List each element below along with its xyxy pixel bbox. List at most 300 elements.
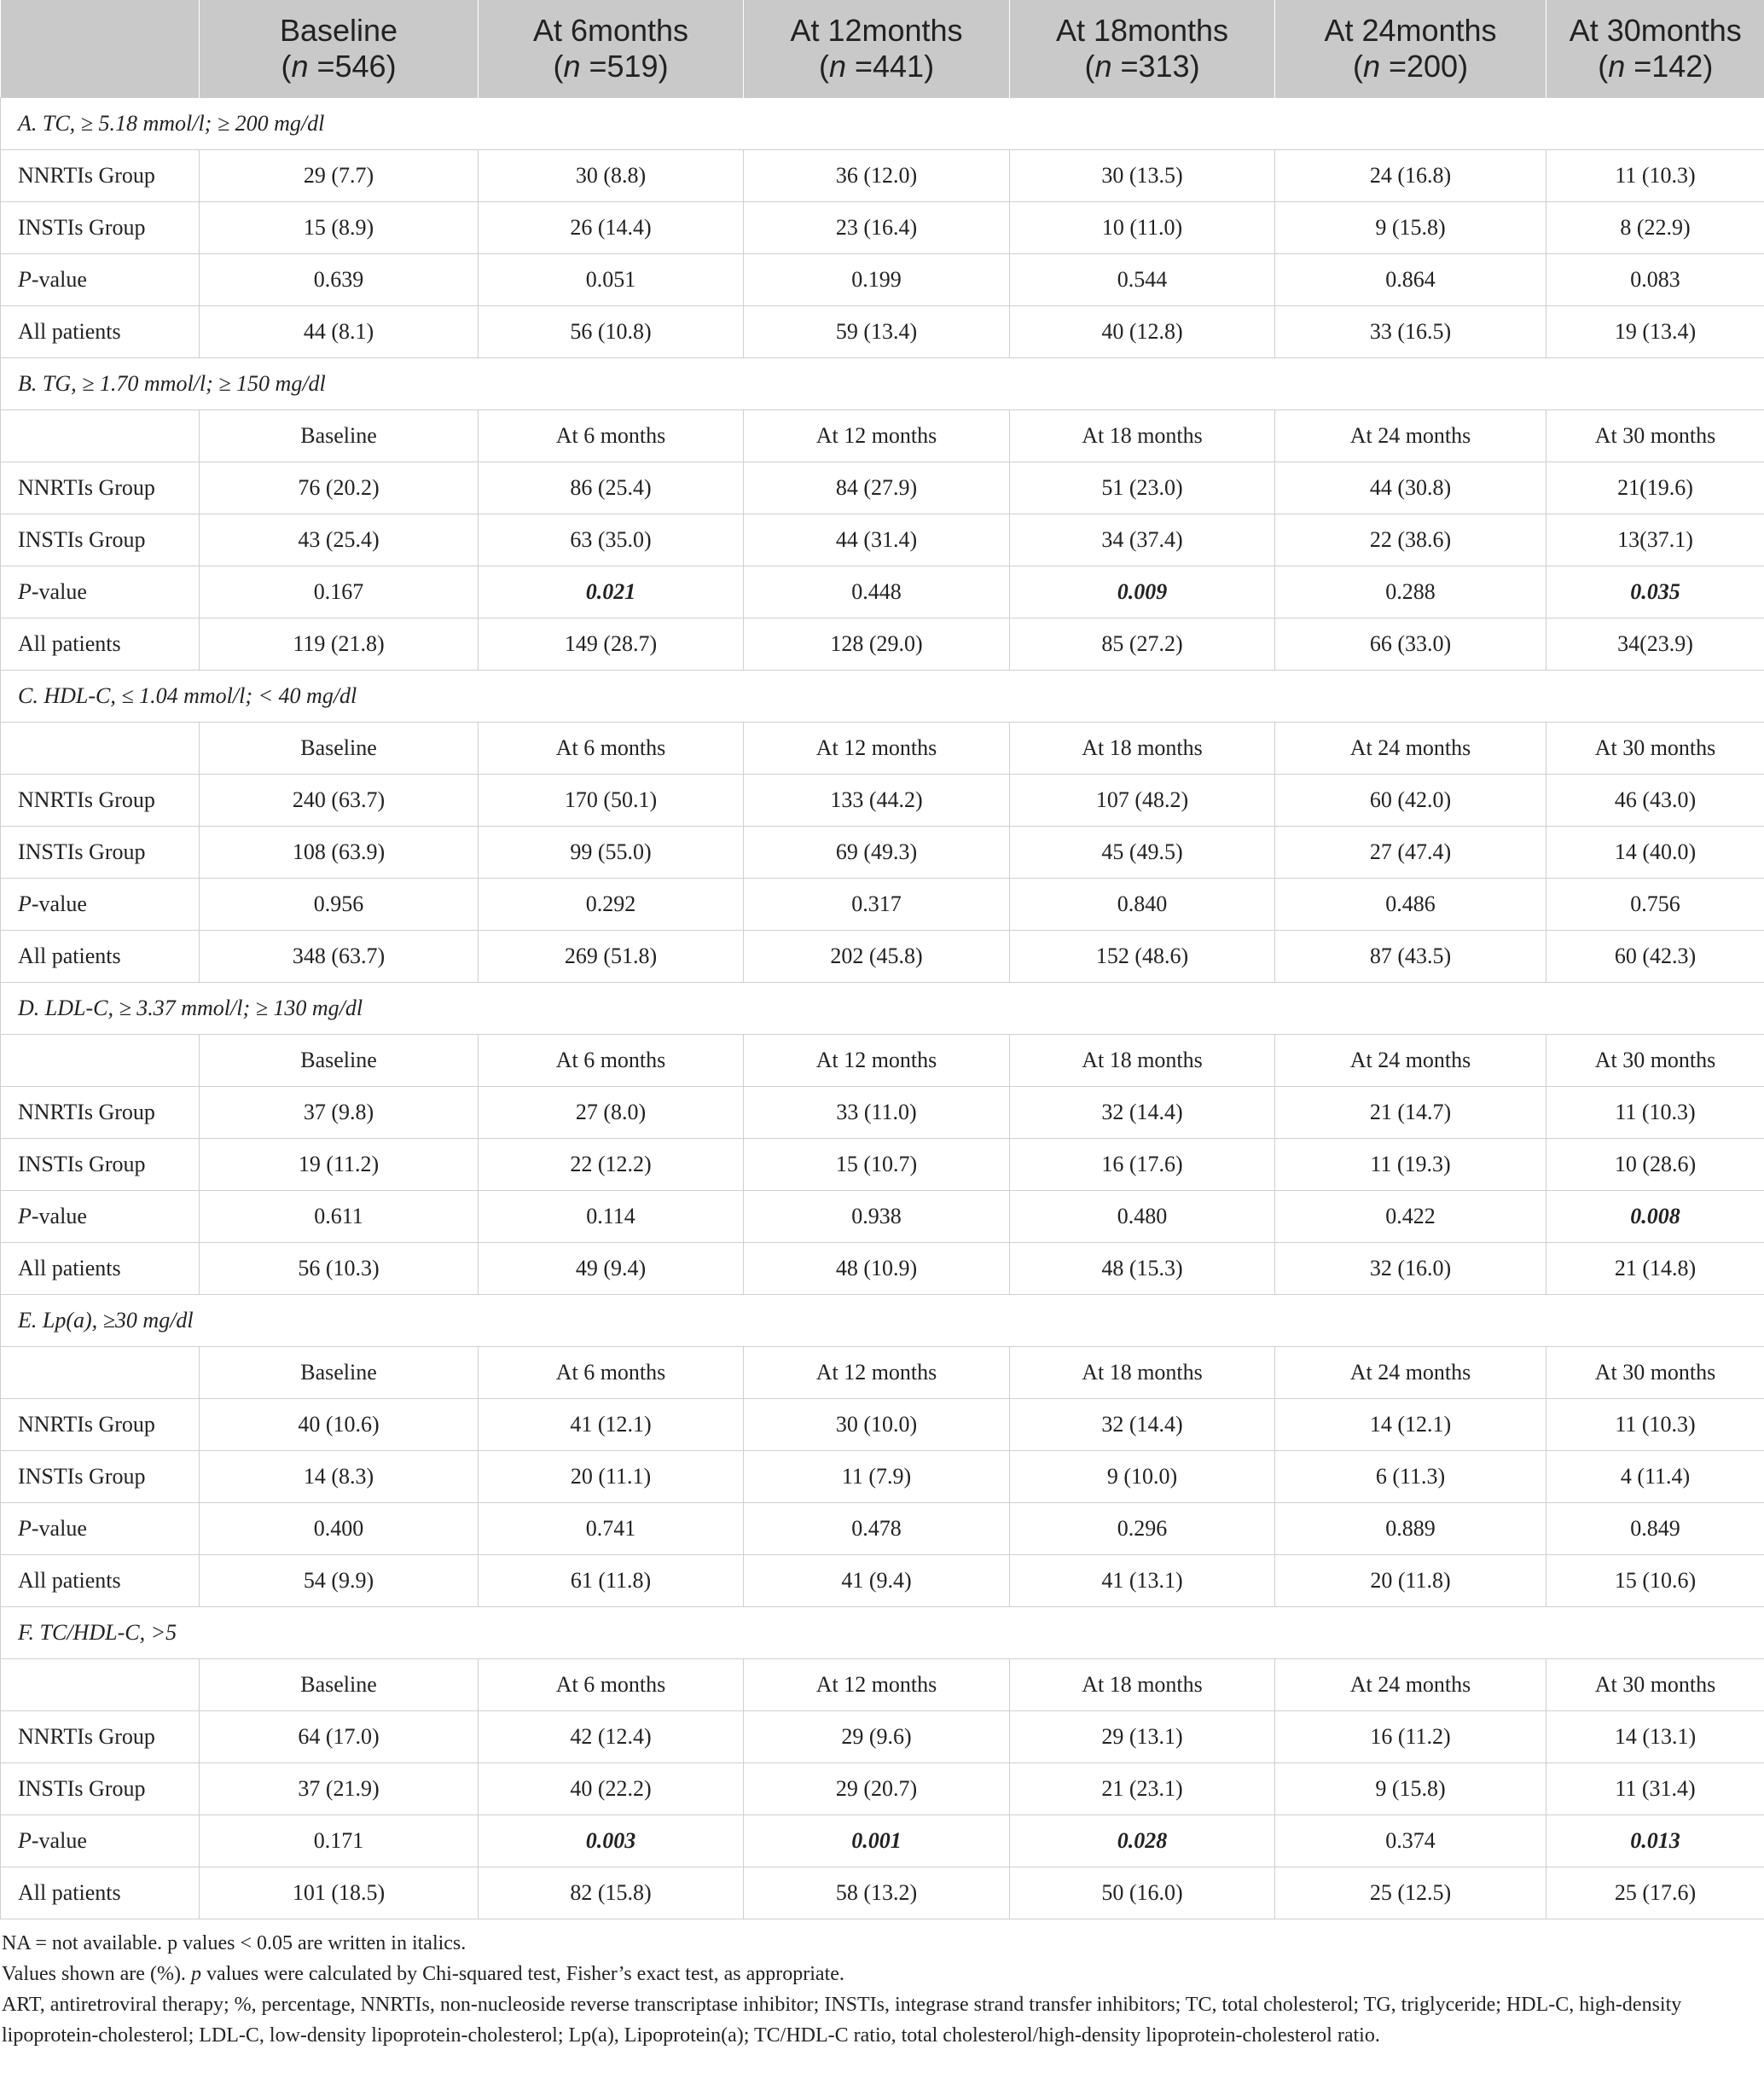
- table-cell: 41 (12.1): [479, 1399, 744, 1451]
- p-letter: P: [18, 579, 32, 604]
- table-cell: 11 (10.3): [1546, 150, 1764, 202]
- subheader-cell: At 12 months: [744, 723, 1010, 775]
- table-cell: 46 (43.0): [1546, 775, 1764, 827]
- table-row: [1, 306, 1764, 358]
- table-cell: 29 (7.7): [200, 150, 479, 202]
- row-label: [1, 1451, 200, 1503]
- table-cell: 34 (37.4): [1010, 514, 1275, 566]
- header-timepoint: At 12months: [790, 13, 963, 48]
- subheader-cell: At 6 months: [479, 1659, 744, 1711]
- row-label-text: All patients: [18, 1256, 121, 1280]
- subheader-cell: At 6 months: [479, 1035, 744, 1087]
- row-label: [1, 1711, 200, 1763]
- header-n-symbol: n: [1094, 49, 1112, 84]
- subheader-cell: Baseline: [200, 1659, 479, 1711]
- row-label: [1, 150, 200, 202]
- table-cell: 64 (17.0): [200, 1711, 479, 1763]
- header-cell-col-1: [200, 0, 479, 98]
- table-cell: 0.840: [1010, 879, 1275, 931]
- p-letter: P: [18, 891, 32, 916]
- table-cell: 14 (40.0): [1546, 827, 1764, 879]
- table-cell: 0.478: [744, 1503, 1010, 1555]
- row-label: [1, 618, 200, 671]
- section-title: B. TG, ≥ 1.70 mmol/l; ≥ 150 mg/dl: [1, 358, 1764, 410]
- table-cell: 32 (16.0): [1275, 1243, 1546, 1295]
- table-row: [1, 1191, 1764, 1243]
- section-title-row: [1, 98, 1764, 150]
- row-label-text: -value: [31, 267, 87, 292]
- table-cell: 10 (11.0): [1010, 202, 1275, 254]
- table-cell: 0.171: [200, 1815, 479, 1867]
- header-row: [1, 0, 1764, 98]
- table-cell: 82 (15.8): [479, 1867, 744, 1919]
- section-title-row: [1, 1295, 1764, 1347]
- header-n-value: =313): [1120, 49, 1200, 84]
- row-label: [1, 1243, 200, 1295]
- row-label-text: -value: [31, 579, 87, 604]
- section-title: C. HDL-C, ≤ 1.04 mmol/l; < 40 mg/dl: [1, 671, 1764, 723]
- table-cell: 29 (13.1): [1010, 1711, 1275, 1763]
- subheader-row: [1, 1659, 1764, 1711]
- table-cell: 63 (35.0): [479, 514, 744, 566]
- table-cell: 0.741: [479, 1503, 744, 1555]
- subheader-cell: At 24 months: [1275, 723, 1546, 775]
- table-cell: 8 (22.9): [1546, 202, 1764, 254]
- table-cell: 20 (11.8): [1275, 1555, 1546, 1607]
- subheader-cell: Baseline: [200, 1347, 479, 1399]
- subheader-cell: At 6 months: [479, 1347, 744, 1399]
- table-cell: 9 (15.8): [1275, 202, 1546, 254]
- table-cell: 0.003: [479, 1815, 744, 1867]
- table-cell: 40 (12.8): [1010, 306, 1275, 358]
- subheader-row: [1, 723, 1764, 775]
- table-cell: 0.051: [479, 254, 744, 306]
- table-cell: 21 (14.8): [1546, 1243, 1764, 1295]
- table-cell: 27 (47.4): [1275, 827, 1546, 879]
- table-cell: 48 (15.3): [1010, 1243, 1275, 1295]
- table-row: [1, 1763, 1764, 1815]
- row-label: [1, 202, 200, 254]
- table-row: [1, 1243, 1764, 1295]
- row-label: [1, 254, 200, 306]
- row-label: [1, 1763, 200, 1815]
- table-cell: 69 (49.3): [744, 827, 1010, 879]
- header-sample-size: [1275, 49, 1546, 84]
- table-cell: 10 (28.6): [1546, 1139, 1764, 1191]
- table-row: [1, 618, 1764, 671]
- table-cell: 19 (11.2): [200, 1139, 479, 1191]
- row-label-text: INSTIs Group: [18, 215, 146, 240]
- table-cell: 19 (13.4): [1546, 306, 1764, 358]
- table-cell: 0.448: [744, 566, 1010, 618]
- table-cell: 84 (27.9): [744, 462, 1010, 514]
- table-cell: 240 (63.7): [200, 775, 479, 827]
- table-cell: 202 (45.8): [744, 931, 1010, 983]
- row-label-text: NNRTIs Group: [18, 1100, 155, 1124]
- table-cell: 0.480: [1010, 1191, 1275, 1243]
- table-cell: 27 (8.0): [479, 1087, 744, 1139]
- table-cell: 24 (16.8): [1275, 150, 1546, 202]
- table-cell: 0.288: [1275, 566, 1546, 618]
- header-n-value: =441): [854, 49, 935, 84]
- subheader-row: [1, 1347, 1764, 1399]
- table-cell: 37 (21.9): [200, 1763, 479, 1815]
- table-cell: 0.374: [1275, 1815, 1546, 1867]
- table-header: [1, 0, 1764, 98]
- table-cell: 37 (9.8): [200, 1087, 479, 1139]
- table-row: [1, 1555, 1764, 1607]
- table-cell: 44 (8.1): [200, 306, 479, 358]
- subheader-cell: At 12 months: [744, 410, 1010, 462]
- subheader-cell: Baseline: [200, 1035, 479, 1087]
- row-label-text: NNRTIs Group: [18, 475, 155, 500]
- table-cell: 48 (10.9): [744, 1243, 1010, 1295]
- table-row: [1, 1867, 1764, 1919]
- table-cell: 36 (12.0): [744, 150, 1010, 202]
- table-cell: 58 (13.2): [744, 1867, 1010, 1919]
- table-cell: 43 (25.4): [200, 514, 479, 566]
- header-sample-size: [744, 49, 1009, 84]
- table-cell: 29 (20.7): [744, 1763, 1010, 1815]
- subheader-cell: At 30 months: [1546, 410, 1764, 462]
- row-label-text: NNRTIs Group: [18, 787, 155, 812]
- table-cell: 0.544: [1010, 254, 1275, 306]
- section-title: F. TC/HDL-C, >5: [1, 1607, 1764, 1659]
- table-cell: 22 (38.6): [1275, 514, 1546, 566]
- row-label-text: -value: [31, 1204, 87, 1228]
- subheader-empty: [1, 1035, 200, 1087]
- table-cell: 20 (11.1): [479, 1451, 744, 1503]
- header-n-open: (: [281, 49, 292, 84]
- table-cell: 0.756: [1546, 879, 1764, 931]
- table-row: [1, 1451, 1764, 1503]
- row-label-text: All patients: [18, 1568, 121, 1593]
- table-cell: 0.114: [479, 1191, 744, 1243]
- row-label: [1, 827, 200, 879]
- row-label: [1, 514, 200, 566]
- subheader-cell: At 18 months: [1010, 723, 1275, 775]
- header-cell-col-6: [1546, 0, 1764, 98]
- table-cell: 26 (14.4): [479, 202, 744, 254]
- footnote-na: NA = not available. p values < 0.05 are written in italics.: [2, 1932, 467, 1954]
- table-cell: 32 (14.4): [1010, 1399, 1275, 1451]
- table-cell: 99 (55.0): [479, 827, 744, 879]
- table-row: [1, 879, 1764, 931]
- subheader-empty: [1, 1347, 200, 1399]
- table-cell: 25 (12.5): [1275, 1867, 1546, 1919]
- table-row: [1, 1139, 1764, 1191]
- subheader-cell: At 24 months: [1275, 1659, 1546, 1711]
- section-title: E. Lp(a), ≥30 mg/dl: [1, 1295, 1764, 1347]
- header-sample-size: [200, 49, 478, 84]
- section-title-row: [1, 671, 1764, 723]
- table-row: [1, 514, 1764, 566]
- header-cell-col-3: [744, 0, 1010, 98]
- p-letter: P: [18, 1828, 32, 1853]
- table-cell: 50 (16.0): [1010, 1867, 1275, 1919]
- table-cell: 33 (11.0): [744, 1087, 1010, 1139]
- row-label-text: All patients: [18, 319, 121, 344]
- table-cell: 149 (28.7): [479, 618, 744, 671]
- subheader-cell: At 30 months: [1546, 1347, 1764, 1399]
- section-title-row: [1, 358, 1764, 410]
- table-cell: 49 (9.4): [479, 1243, 744, 1295]
- header-timepoint: At 18months: [1055, 13, 1229, 48]
- header-sample-size: [479, 49, 743, 84]
- row-label: [1, 931, 200, 983]
- row-label-text: INSTIs Group: [18, 839, 146, 864]
- table-cell: 87 (43.5): [1275, 931, 1546, 983]
- subheader-cell: At 30 months: [1546, 1035, 1764, 1087]
- table-row: [1, 202, 1764, 254]
- table-cell: 11 (7.9): [744, 1451, 1010, 1503]
- table-cell: 11 (10.3): [1546, 1087, 1764, 1139]
- subheader-cell: At 18 months: [1010, 1659, 1275, 1711]
- table-cell: 0.317: [744, 879, 1010, 931]
- header-cell-col-5: [1275, 0, 1546, 98]
- table-cell: 152 (48.6): [1010, 931, 1275, 983]
- row-label-text: INSTIs Group: [18, 527, 146, 552]
- table-cell: 60 (42.0): [1275, 775, 1546, 827]
- table-cell: 11 (10.3): [1546, 1399, 1764, 1451]
- header-sample-size: [1010, 49, 1274, 84]
- table-cell: 9 (15.8): [1275, 1763, 1546, 1815]
- table-cell: 21 (23.1): [1010, 1763, 1275, 1815]
- row-label: [1, 462, 200, 514]
- header-timepoint: At 6months: [532, 13, 689, 48]
- table-cell: 54 (9.9): [200, 1555, 479, 1607]
- header-cell-col-2: [479, 0, 744, 98]
- table-cell: 16 (11.2): [1275, 1711, 1546, 1763]
- header-n-symbol: n: [291, 49, 309, 84]
- header-n-symbol: n: [1608, 49, 1626, 84]
- row-label-text: All patients: [18, 631, 121, 656]
- table-cell: 29 (9.6): [744, 1711, 1010, 1763]
- table-cell: 14 (13.1): [1546, 1711, 1764, 1763]
- table-cell: 41 (13.1): [1010, 1555, 1275, 1607]
- header-n-open: (: [1084, 49, 1095, 84]
- header-n-open: (: [1352, 49, 1363, 84]
- table-cell: 0.028: [1010, 1815, 1275, 1867]
- header-n-symbol: n: [1362, 49, 1380, 84]
- table-row: [1, 1815, 1764, 1867]
- table-row: [1, 775, 1764, 827]
- table-cell: 40 (10.6): [200, 1399, 479, 1451]
- table-cell: 15 (10.7): [744, 1139, 1010, 1191]
- row-label-text: INSTIs Group: [18, 1152, 146, 1176]
- header-n-open: (: [818, 49, 829, 84]
- table-cell: 107 (48.2): [1010, 775, 1275, 827]
- row-label: [1, 1139, 200, 1191]
- subheader-cell: At 18 months: [1010, 1035, 1275, 1087]
- table-cell: 0.292: [479, 879, 744, 931]
- table-cell: 44 (30.8): [1275, 462, 1546, 514]
- subheader-empty: [1, 410, 200, 462]
- table-cell: 41 (9.4): [744, 1555, 1010, 1607]
- section-title: A. TC, ≥ 5.18 mmol/l; ≥ 200 mg/dl: [1, 98, 1764, 150]
- table-cell: 119 (21.8): [200, 618, 479, 671]
- table-cell: 21(19.6): [1546, 462, 1764, 514]
- row-label: [1, 566, 200, 618]
- table-cell: 0.849: [1546, 1503, 1764, 1555]
- table-cell: 269 (51.8): [479, 931, 744, 983]
- subheader-cell: At 24 months: [1275, 1035, 1546, 1087]
- table-cell: 108 (63.9): [200, 827, 479, 879]
- subheader-cell: At 24 months: [1275, 1347, 1546, 1399]
- header-sample-size: [1546, 49, 1764, 84]
- table-cell: 56 (10.8): [479, 306, 744, 358]
- table-row: [1, 1711, 1764, 1763]
- table-cell: 0.083: [1546, 254, 1764, 306]
- table-cell: 34(23.9): [1546, 618, 1764, 671]
- table-row: [1, 150, 1764, 202]
- section-title-row: [1, 983, 1764, 1035]
- header-timepoint: Baseline: [279, 13, 398, 48]
- subheader-empty: [1, 1659, 200, 1711]
- p-letter: P: [18, 267, 32, 292]
- row-label: [1, 306, 200, 358]
- table-cell: 22 (12.2): [479, 1139, 744, 1191]
- subheader-cell: Baseline: [200, 410, 479, 462]
- table-body: [1, 98, 1764, 1919]
- table-cell: 13(37.1): [1546, 514, 1764, 566]
- subheader-row: [1, 410, 1764, 462]
- row-label-text: -value: [31, 1516, 87, 1541]
- table-cell: 21 (14.7): [1275, 1087, 1546, 1139]
- subheader-cell: At 12 months: [744, 1035, 1010, 1087]
- table-row: [1, 254, 1764, 306]
- table-footnotes: [0, 1919, 1764, 2051]
- header-cell-empty: [1, 0, 200, 98]
- footnote-tests: Values shown are (%). p values were calculated by Chi-squared test, Fisher’s exact test, as appropriate.: [2, 1963, 844, 1985]
- table-cell: 66 (33.0): [1275, 618, 1546, 671]
- table-cell: 40 (22.2): [479, 1763, 744, 1815]
- row-label-text: NNRTIs Group: [18, 1412, 155, 1437]
- row-label-text: -value: [31, 891, 87, 916]
- table-cell: 128 (29.0): [744, 618, 1010, 671]
- table-row: [1, 1503, 1764, 1555]
- subheader-empty: [1, 723, 200, 775]
- section-title: D. LDL-C, ≥ 3.37 mmol/l; ≥ 130 mg/dl: [1, 983, 1764, 1035]
- table-cell: 0.889: [1275, 1503, 1546, 1555]
- header-cell-col-4: [1010, 0, 1275, 98]
- table-cell: 0.956: [200, 879, 479, 931]
- row-label-text: NNRTIs Group: [18, 163, 155, 188]
- table-cell: 85 (27.2): [1010, 618, 1275, 671]
- header-n-value: =519): [589, 49, 669, 84]
- table-cell: 0.611: [200, 1191, 479, 1243]
- table-row: [1, 1399, 1764, 1451]
- table-cell: 76 (20.2): [200, 462, 479, 514]
- row-label: [1, 1503, 200, 1555]
- p-letter: P: [18, 1516, 32, 1541]
- table-cell: 11 (31.4): [1546, 1763, 1764, 1815]
- table-cell: 30 (13.5): [1010, 150, 1275, 202]
- subheader-cell: At 12 months: [744, 1659, 1010, 1711]
- table-cell: 51 (23.0): [1010, 462, 1275, 514]
- table-cell: 0.938: [744, 1191, 1010, 1243]
- row-label: [1, 1815, 200, 1867]
- table-row: [1, 1087, 1764, 1139]
- section-title-row: [1, 1607, 1764, 1659]
- row-label-text: INSTIs Group: [18, 1464, 146, 1489]
- table-cell: 25 (17.6): [1546, 1867, 1764, 1919]
- table-cell: 56 (10.3): [200, 1243, 479, 1295]
- table-cell: 0.008: [1546, 1191, 1764, 1243]
- header-n-value: =142): [1633, 49, 1714, 84]
- table-row: [1, 566, 1764, 618]
- table-cell: 0.167: [200, 566, 479, 618]
- table-cell: 0.009: [1010, 566, 1275, 618]
- subheader-cell: Baseline: [200, 723, 479, 775]
- table-cell: 30 (10.0): [744, 1399, 1010, 1451]
- p-letter: P: [18, 1204, 32, 1228]
- subheader-cell: At 30 months: [1546, 723, 1764, 775]
- table-cell: 0.035: [1546, 566, 1764, 618]
- row-label: [1, 1399, 200, 1451]
- table-cell: 0.639: [200, 254, 479, 306]
- table-cell: 0.199: [744, 254, 1010, 306]
- subheader-cell: At 24 months: [1275, 410, 1546, 462]
- table-cell: 9 (10.0): [1010, 1451, 1275, 1503]
- header-n-open: (: [1598, 49, 1609, 84]
- table-cell: 0.001: [744, 1815, 1010, 1867]
- table-cell: 170 (50.1): [479, 775, 744, 827]
- table-cell: 14 (12.1): [1275, 1399, 1546, 1451]
- subheader-row: [1, 1035, 1764, 1087]
- table-cell: 0.400: [200, 1503, 479, 1555]
- table-cell: 15 (10.6): [1546, 1555, 1764, 1607]
- row-label-text: NNRTIs Group: [18, 1724, 155, 1749]
- table-cell: 16 (17.6): [1010, 1139, 1275, 1191]
- subheader-cell: At 6 months: [479, 723, 744, 775]
- header-n-symbol: n: [828, 49, 846, 84]
- table-cell: 0.021: [479, 566, 744, 618]
- row-label: [1, 775, 200, 827]
- table-row: [1, 827, 1764, 879]
- table-cell: 348 (63.7): [200, 931, 479, 983]
- header-n-value: =200): [1388, 49, 1469, 84]
- table-cell: 23 (16.4): [744, 202, 1010, 254]
- table-cell: 14 (8.3): [200, 1451, 479, 1503]
- header-n-open: (: [553, 49, 564, 84]
- row-label: [1, 1867, 200, 1919]
- subheader-cell: At 12 months: [744, 1347, 1010, 1399]
- table-cell: 45 (49.5): [1010, 827, 1275, 879]
- table-cell: 0.486: [1275, 879, 1546, 931]
- row-label: [1, 879, 200, 931]
- row-label: [1, 1191, 200, 1243]
- row-label-text: All patients: [18, 944, 121, 968]
- table-cell: 30 (8.8): [479, 150, 744, 202]
- subheader-cell: At 30 months: [1546, 1659, 1764, 1711]
- table-row: [1, 462, 1764, 514]
- table-cell: 15 (8.9): [200, 202, 479, 254]
- table-cell: 101 (18.5): [200, 1867, 479, 1919]
- header-timepoint: At 30months: [1569, 13, 1742, 48]
- table-cell: 0.422: [1275, 1191, 1546, 1243]
- table-cell: 42 (12.4): [479, 1711, 744, 1763]
- table-cell: 6 (11.3): [1275, 1451, 1546, 1503]
- table-cell: 4 (11.4): [1546, 1451, 1764, 1503]
- table-cell: 0.296: [1010, 1503, 1275, 1555]
- row-label-text: INSTIs Group: [18, 1776, 146, 1801]
- subheader-cell: At 6 months: [479, 410, 744, 462]
- header-timepoint: At 24months: [1324, 13, 1497, 48]
- header-n-value: =546): [316, 49, 397, 84]
- row-label-text: -value: [31, 1828, 87, 1853]
- table-cell: 59 (13.4): [744, 306, 1010, 358]
